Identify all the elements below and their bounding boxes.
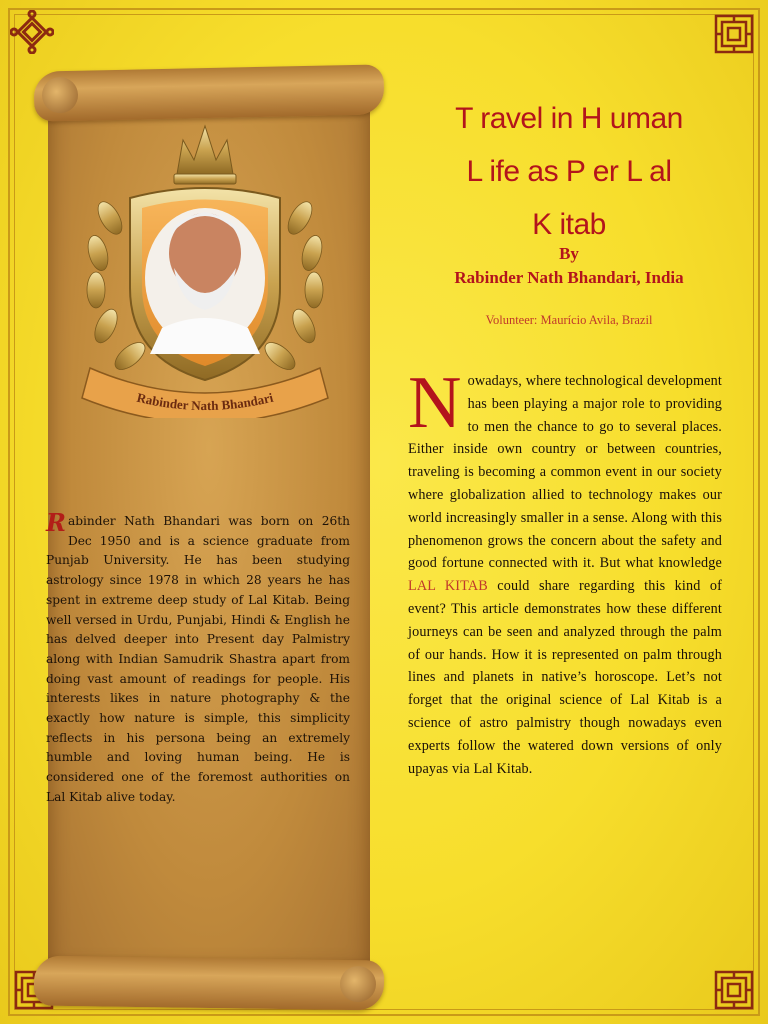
fret-corner-icon: [712, 12, 756, 56]
article-text-part1: owadays, where technological development has been playing a major role to providing to men the chance to go to several places. Either inside own country or between countries, traveling is becoming a common event in our society where globalization allied to technology makes our world increasingly smaller in a sense. Along with this phenomenon grows the concern about the safety and good fortune connected with it. But what knowledge: [408, 373, 722, 572]
article-body: [408, 362, 722, 780]
article-title: [392, 92, 746, 251]
scroll-top-roll: [34, 64, 385, 121]
emblem-banner-text: Rabinder Nath Bhandari: [135, 389, 275, 414]
title-line-2: L ife as P er L al: [466, 155, 672, 188]
scroll-curl: [42, 77, 79, 114]
article-highlight: LAL KITAB: [408, 578, 488, 595]
crown-icon: [174, 126, 236, 184]
article-dropcap: N: [408, 362, 462, 444]
byline-by: By: [559, 244, 579, 263]
endless-knot-corner-icon: [10, 10, 54, 54]
author-bio: [46, 508, 350, 808]
bio-dropcap: R: [46, 508, 66, 537]
title-line-1: T ravel in H uman: [455, 102, 683, 135]
scroll-curl: [340, 966, 376, 1002]
volunteer-credit: Volunteer: Maurício Avila, Brazil: [485, 313, 653, 327]
author-emblem: [70, 118, 340, 418]
scroll-bottom-roll: [34, 956, 385, 1011]
bio-text: abinder Nath Bhandari was born on 26th Dec 1950 and is a science graduate from Punjab University. He has been studying astrology since 1978 in which 28 years he has spent in extreme deep study of Lal Kitab. Being well versed in Urdu, Punjabi, Hindi & English he has delved deeper into Present day Palmistry along with Indian Samudrik Shastra apart from doing vast amount of readings for people. His interests likes in nature photography & the exactly how nature is simple, this simplicity reflects in his persona being an extremely humble and loving human being. He is considered one of the foremost authorities on Lal Kitab alive today.: [46, 514, 350, 804]
byline-author: Rabinder Nath Bhandari, India: [454, 268, 684, 287]
article-text-part2: could share regarding this kind of event? This article demonstrates how these different journeys can be seen and analyzed through the palm of our hands. How it is represented on palm through lines and planets in native’s horoscope. Let’s not forget that the original science of Lal Kitab is a science of astro palmistry though nowadays even experts follow the watered down versions of only upayas via Lal Kitab.: [408, 578, 722, 777]
fret-corner-icon: [712, 968, 756, 1012]
author-portrait: [145, 208, 265, 354]
title-line-3: K itab: [532, 208, 606, 241]
